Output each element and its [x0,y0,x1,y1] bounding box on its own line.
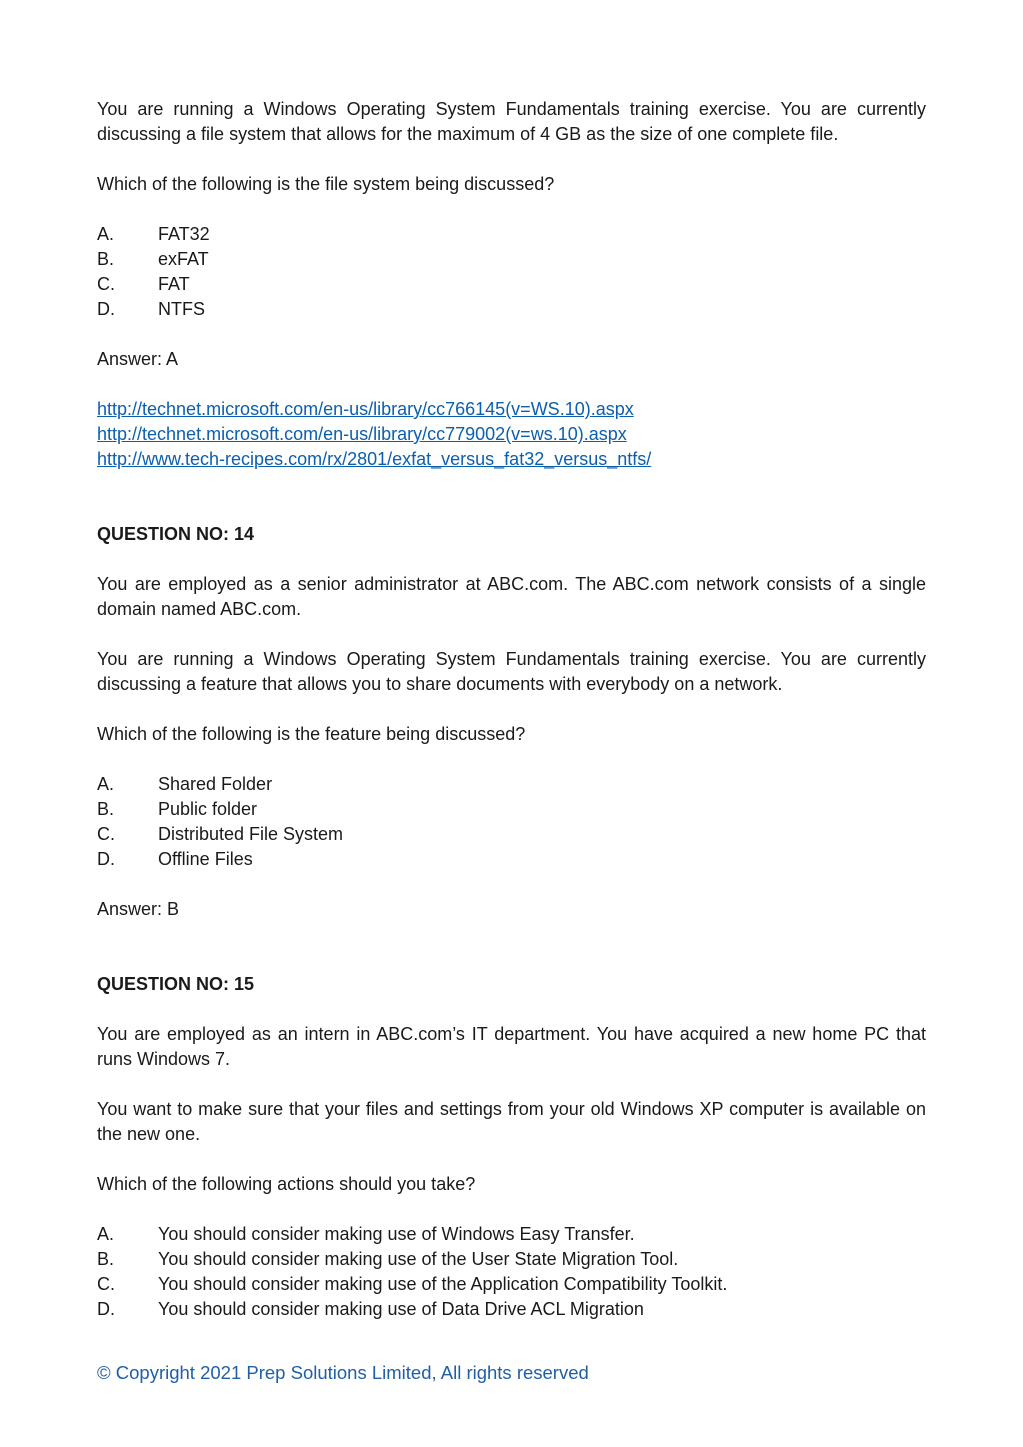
option-letter: A. [97,774,115,794]
answer-line: Answer: B [97,899,180,919]
option-text: NTFS [158,299,205,319]
question-paragraph: You want to make sure that your files and settings from your old Windows XP computer is available on the new one. [97,1099,926,1144]
option-text: You should consider making use of Data Drive ACL Migration [158,1299,644,1319]
question-heading: QUESTION NO: 14 [97,524,255,544]
option-c [97,822,926,847]
option-text: FAT32 [158,224,210,244]
option-text: Offline Files [158,849,253,869]
reference-link[interactable]: http://technet.microsoft.com/en-us/library/cc766145(v=WS.10).aspx [97,399,634,419]
option-text: Public folder [158,799,258,819]
question-heading: QUESTION NO: 15 [97,974,255,994]
answer-options [97,1222,926,1322]
option-letter: A. [97,224,115,244]
option-text: exFAT [158,249,209,269]
option-d [97,1297,926,1322]
answer-options [97,222,926,322]
option-letter: C. [97,1274,115,1294]
option-b [97,797,926,822]
question-paragraph: You are employed as an intern in ABC.com’s IT department. You have acquired a new home PC that runs Windows 7. [97,1024,926,1069]
option-letter: D. [97,849,115,869]
option-d [97,297,926,322]
option-a [97,222,926,247]
reference-link[interactable]: http://www.tech-recipes.com/rx/2801/exfat_versus_fat32_versus_ntfs/ [97,449,652,469]
copyright-footer: © Copyright 2021 Prep Solutions Limited, All rights reserved [97,1362,589,1383]
option-a [97,1222,926,1247]
option-letter: B. [97,1249,115,1269]
question-paragraph: You are employed as a senior administrator at ABC.com. The ABC.com network consists of a single domain named ABC.com. [97,574,926,619]
option-b [97,1247,926,1272]
option-letter: C. [97,274,115,294]
answer-line: Answer: A [97,349,179,369]
reference-links [97,397,926,472]
option-d [97,847,926,872]
document-page [97,97,926,1322]
option-a [97,772,926,797]
option-letter: C. [97,824,115,844]
question-prompt: Which of the following is the file system being discussed? [97,174,555,194]
question-prompt: Which of the following is the feature being discussed? [97,724,526,744]
option-letter: D. [97,1299,115,1319]
option-letter: B. [97,249,115,269]
question-prompt: Which of the following actions should you take? [97,1174,476,1194]
option-b [97,247,926,272]
option-c [97,1272,926,1297]
option-text: Shared Folder [158,774,273,794]
option-text: You should consider making use of Windows Easy Transfer. [158,1224,635,1244]
option-text: FAT [158,274,190,294]
reference-link[interactable]: http://technet.microsoft.com/en-us/library/cc779002(v=ws.10).aspx [97,424,627,444]
option-text: Distributed File System [158,824,344,844]
option-letter: D. [97,299,115,319]
question-paragraph: You are running a Windows Operating System Fundamentals training exercise. You are currently discussing a feature that allows you to share documents with everybody on a network. [97,649,926,694]
question-intro: You are running a Windows Operating System Fundamentals training exercise. You are currently discussing a file system that allows for the maximum of 4 GB as the size of one complete file. [97,99,926,144]
option-letter: A. [97,1224,115,1244]
option-letter: B. [97,799,115,819]
answer-options [97,772,926,872]
option-c [97,272,926,297]
option-text: You should consider making use of the User State Migration Tool. [158,1249,679,1269]
option-text: You should consider making use of the Application Compatibility Toolkit. [158,1274,728,1294]
